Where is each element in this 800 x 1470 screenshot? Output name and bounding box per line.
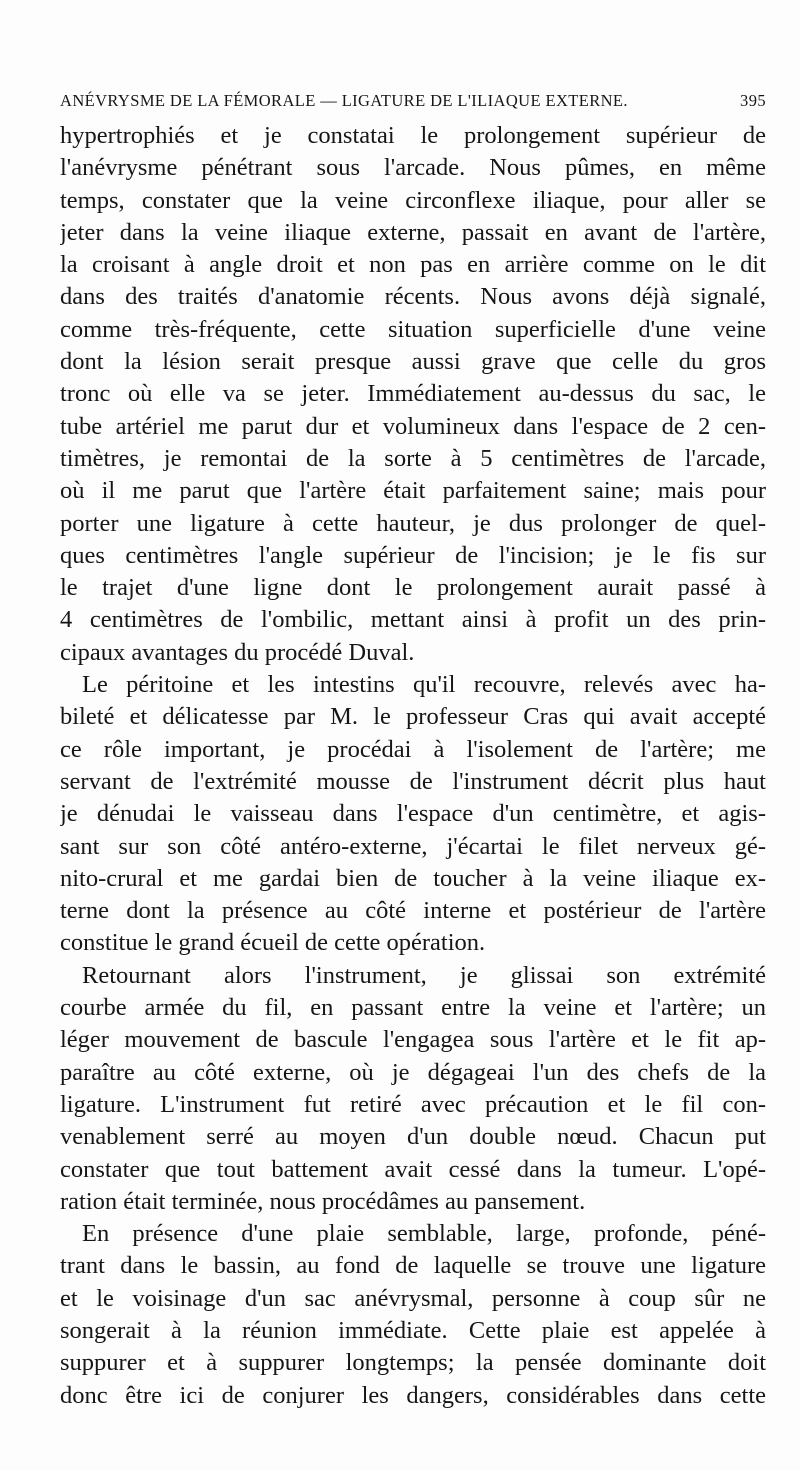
text-line: comme très-fréquente, cette situation superficielle d'une veine <box>60 315 766 343</box>
text-line: trant dans le bassin, au fond de laquelle se trouve une ligature <box>60 1252 766 1280</box>
text-line: timètres, je remontai de la sorte à 5 centimètres de l'arcade, <box>60 444 766 472</box>
text-line: servant de l'extrémité mousse de l'instrument décrit plus haut <box>60 767 766 795</box>
text-line: donc être ici de conjurer les dangers, considérables dans cette <box>60 1381 766 1409</box>
text-line: sant sur son côté antéro-externe, j'écartai le filet nerveux gé- <box>60 832 766 860</box>
text-line: porter une ligature à cette hauteur, je dus prolonger de quel- <box>60 509 766 537</box>
text-line: tube artériel me parut dur et volumineux dans l'espace de 2 cen- <box>60 412 766 440</box>
running-head-title: ANÉVRYSME DE LA FÉMORALE — LIGATURE DE L'ILIAQUE EXTERNE. <box>60 91 628 110</box>
text-line: temps, constater que la veine circonflexe iliaque, pour aller se <box>60 186 766 214</box>
text-line: je dénudai le vaisseau dans l'espace d'un centimètre, et agis- <box>60 800 766 828</box>
text-line: constater que tout battement avait cessé dans la tumeur. L'opé- <box>60 1155 766 1183</box>
body-text <box>60 120 766 1412</box>
text-line: ration était terminée, nous procédâmes au pansement. <box>60 1187 586 1215</box>
text-line: jeter dans la veine iliaque externe, passait en avant de l'artère, <box>60 218 766 246</box>
text-line: Retournant alors l'instrument, je glissai son extrémité <box>82 961 766 989</box>
text-line: Le péritoine et les intestins qu'il recouvre, relevés avec ha- <box>82 671 766 699</box>
text-line: constitue le grand écueil de cette opération. <box>60 929 486 957</box>
text-line: bileté et délicatesse par M. le professeur Cras qui avait accepté <box>60 703 766 731</box>
text-line: courbe armée du fil, en passant entre la veine et l'artère; un <box>60 994 766 1022</box>
text-line: songerait à la réunion immédiate. Cette plaie est appelée à <box>60 1316 766 1344</box>
text-line: tronc où elle va se jeter. Immédiatement au-dessus du sac, le <box>60 380 766 408</box>
text-line: En présence d'une plaie semblable, large, profonde, péné- <box>82 1220 766 1248</box>
text-line: suppurer et à suppurer longtemps; la pensée dominante doit <box>60 1349 766 1377</box>
text-line: terne dont la présence au côté interne et postérieur de l'artère <box>60 897 766 925</box>
text-line: le trajet d'une ligne dont le prolongement aurait passé à <box>60 574 766 602</box>
text-line: nito-crural et me gardai bien de toucher à la veine iliaque ex- <box>60 864 766 892</box>
text-line: 4 centimètres de l'ombilic, mettant ainsi à profit un des prin- <box>60 606 766 634</box>
text-line: et le voisinage d'un sac anévrysmal, personne à coup sûr ne <box>60 1284 766 1312</box>
running-head <box>60 91 766 113</box>
text-line: où il me parut que l'artère était parfaitement saine; mais pour <box>60 477 766 505</box>
text-line: paraître au côté externe, où je dégageai l'un des chefs de la <box>60 1058 766 1086</box>
text-line: dans des traités d'anatomie récents. Nous avons déjà signalé, <box>60 283 766 311</box>
text-line: ce rôle important, je procédai à l'isolement de l'artère; me <box>60 735 766 763</box>
text-line: cipaux avantages du procédé Duval. <box>60 638 415 666</box>
page-number: 395 <box>740 91 766 110</box>
text-line: hypertrophiés et je constatai le prolongement supérieur de <box>60 122 766 149</box>
text-line: ques centimètres l'angle supérieur de l'incision; je le fis sur <box>60 541 766 569</box>
text-line: ligature. L'instrument fut retiré avec précaution et le fil con- <box>60 1090 766 1118</box>
text-line: l'anévrysme pénétrant sous l'arcade. Nous pûmes, en même <box>60 154 766 182</box>
text-line: dont la lésion serait presque aussi grave que celle du gros <box>60 348 766 376</box>
text-line: léger mouvement de bascule l'engagea sous l'artère et le fit ap- <box>60 1026 766 1054</box>
text-line: la croisant à angle droit et non pas en arrière comme on le dit <box>60 251 766 279</box>
text-line: venablement serré au moyen d'un double nœud. Chacun put <box>60 1123 766 1151</box>
